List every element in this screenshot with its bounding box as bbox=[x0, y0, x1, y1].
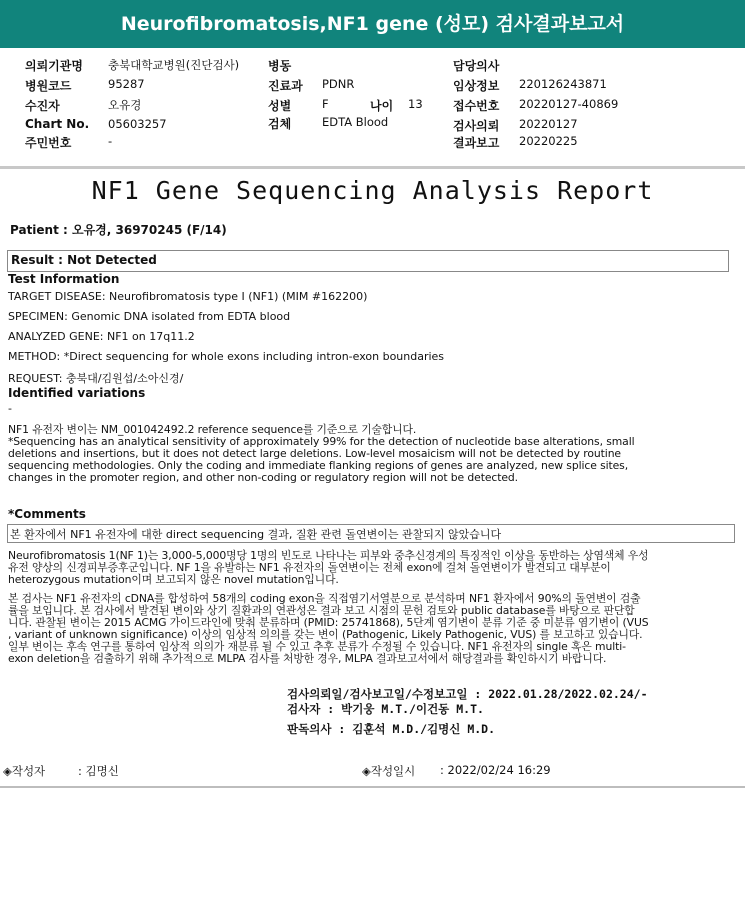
comment-summary: 본 환자에서 NF1 유전자에 대한 direct sequencing 결과, 질환 관련 돌연변이는 관찰되지 않았습니다 bbox=[10, 528, 502, 541]
chart-no-label: Chart No. bbox=[25, 117, 90, 131]
request-date-value: 20220127 bbox=[519, 117, 578, 131]
clinical-info-value: 220126243871 bbox=[519, 77, 607, 91]
signature-physicians: 판독의사 : 김훈석 M.D./김명신 M.D. bbox=[287, 722, 496, 736]
request-info: REQUEST: 충북대/김원섭/소아신경/ bbox=[8, 372, 184, 385]
sex-label: 성별 bbox=[268, 99, 292, 113]
method: METHOD: *Direct sequencing for whole exons including intron-exon boundaries bbox=[8, 350, 445, 363]
chart-no-value: 05603257 bbox=[108, 117, 167, 131]
comment-summary-box bbox=[7, 524, 735, 543]
test-info-heading: Test Information bbox=[8, 272, 120, 286]
examinee-value: 오유경 bbox=[108, 98, 142, 112]
report-header-title: Neurofibromatosis,NF1 gene (성모) 검사결과보고서 bbox=[120, 13, 625, 35]
specimen-info: SPECIMEN: Genomic DNA isolated from EDTA blood bbox=[8, 310, 291, 323]
examinee-label: 수진자 bbox=[25, 99, 60, 113]
institution-value: 충북대학교병원(진단검사) bbox=[108, 58, 240, 72]
receipt-no-value: 20220127-40869 bbox=[519, 97, 619, 111]
patient-line: Patient : 오유경, 36970245 (F/14) bbox=[10, 223, 227, 237]
resident-no-label: 주민번호 bbox=[25, 136, 72, 150]
footer-divider bbox=[0, 786, 745, 788]
specimen-label: 검체 bbox=[268, 117, 292, 131]
paragraph-method-detail: 본 검사는 NF1 유전자의 cDNA를 합성하여 58개의 coding exon을 직접염기서열분으로 분석하며 NF1 환자에서 90%의 돌연변이 검출 률을 보입니다. 본 검사에서 발견된 변이와 상기 질환과의 연관성은 결과 보고 시점의 문헌 검토와 public database를 바탕으로 판단합 니다. 관찰된 변이는 2015 ACMG 가이드라인에 맞춰 분류하며 (PMID: 25741868), 5단계 염기변이 분류 기준 중 미분류 염기변이 (VUS , variant of unknown significance) 이상의 임상적 의의를 갖는 변이 (Pathogenic, Likely Pathogenic, VUS) 를 보고하고 있습니다. 일부 변이는 후속 연구를 통하여 임상적 의의가 재분류 될 수 있고 추후 분류가 수정될 수 있습니다. NF1 유전자의 single 혹은 multi- exon deletion을 검출하기 위해 추가적으로 MLPA 검사를 처방한 경우, MLPA 결과보고서에서 해당결과를 확인하시기 바랍니다. bbox=[8, 592, 649, 665]
note-reference: NF1 유전자 변이는 NM_001042492.2 reference sequence를 기준으로 기술합니다. bbox=[8, 423, 417, 436]
signature-technicians: 검사자 : 박기웅 M.T./이건동 M.T. bbox=[287, 702, 484, 716]
comments-heading: *Comments bbox=[8, 507, 86, 521]
age-value: 13 bbox=[408, 97, 423, 111]
result-box bbox=[7, 250, 729, 272]
patient-info-panel bbox=[0, 48, 745, 169]
report-title: NF1 Gene Sequencing Analysis Report bbox=[91, 176, 654, 205]
footer-date-value: : 2022/02/24 16:29 bbox=[440, 763, 551, 777]
signature-dates: 검사의뢰일/검사보고일/수정보고일 : 2022.01.28/2022.02.24/- bbox=[287, 687, 648, 701]
department-value: PDNR bbox=[322, 77, 355, 91]
department-label: 진료과 bbox=[268, 79, 303, 93]
hospital-code-value: 95287 bbox=[108, 77, 145, 91]
report-date-label: 결과보고 bbox=[453, 136, 500, 150]
request-date-label: 검사의뢰 bbox=[453, 119, 500, 133]
analyzed-gene: ANALYZED GENE: NF1 on 17q11.2 bbox=[8, 330, 195, 343]
receipt-no-label: 접수번호 bbox=[453, 99, 500, 113]
resident-no-value: - bbox=[108, 134, 113, 148]
hospital-code-label: 병원코드 bbox=[25, 79, 72, 93]
footer-author-value: : 김명신 bbox=[78, 764, 119, 778]
ward-label: 병동 bbox=[268, 59, 292, 73]
variations-heading: Identified variations bbox=[8, 386, 146, 400]
report-header-banner bbox=[0, 0, 745, 48]
target-disease: TARGET DISEASE: Neurofibromatosis type I (NF1) (MIM #162200) bbox=[8, 290, 368, 303]
doctor-label: 담당의사 bbox=[453, 59, 500, 73]
footer-date-label: ◈작성일시 bbox=[362, 764, 416, 778]
variations-value: - bbox=[8, 402, 12, 415]
age-label: 나이 bbox=[370, 99, 394, 113]
institution-label: 의뢰기관명 bbox=[25, 59, 83, 73]
clinical-info-label: 임상정보 bbox=[453, 79, 500, 93]
result-text: Result : Not Detected bbox=[11, 253, 157, 267]
specimen-value: EDTA Blood bbox=[322, 115, 389, 129]
paragraph-nf1-overview: Neurofibromatosis 1(NF 1)는 3,000-5,000명당 1명의 빈도로 나타나는 피부와 중추신경계의 특징적인 이상을 동반하는 상염색체 우성 유전 양상의 신경피부증후군입니다. NF 1을 유발하는 NF1 유전자의 돌연변이는 전체 exon에 걸쳐 돌연변이가 발견되고 대부분이 heterozygous mutation이며 보고되지 않은 novel mutation입니다. bbox=[8, 549, 649, 586]
sex-value: F bbox=[322, 97, 329, 111]
note-sensitivity: *Sequencing has an analytical sensitivity of approximately 99% for the detection of nucleotide base alterations, small deletions and insertions, but it does not detect large deletions. Low-level mosaicism will not be detected by routine sequencing methodologies. Only the coding and immediate flanking regions of genes are analyzed, new splice sites, changes in the promoter region, and other non-coding or regulatory region will not be detected. bbox=[8, 435, 635, 484]
footer-author-label: ◈작성자 bbox=[3, 764, 46, 778]
report-date-value: 20220225 bbox=[519, 134, 578, 148]
